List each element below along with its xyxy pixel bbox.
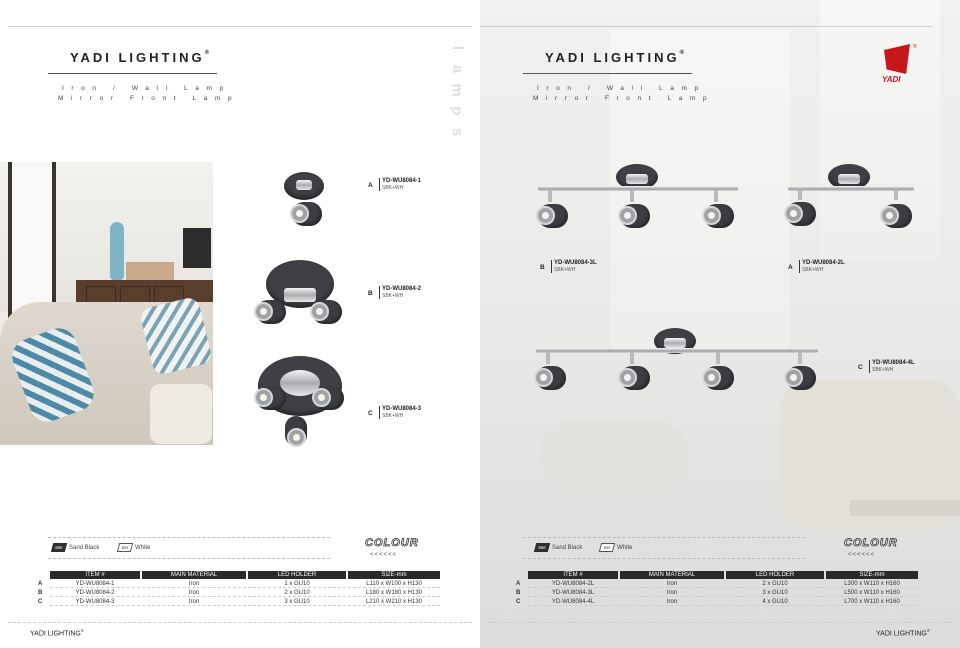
- brand-underline: [48, 73, 217, 74]
- top-divider: [480, 26, 932, 27]
- table-row: [516, 589, 918, 597]
- product-code: YD-WU8084-3L: [554, 260, 597, 266]
- swatch-white: [118, 543, 150, 552]
- table-cell: YD-WU8084-4L: [528, 598, 618, 606]
- product-letter: A: [368, 182, 373, 189]
- product-letter: B: [540, 264, 545, 271]
- watermark-letter: l: [448, 45, 466, 51]
- colour-row-divider: [523, 558, 805, 559]
- lamp-chrome-joint: [626, 174, 648, 184]
- product-code: YD-WU8084-2: [382, 286, 422, 292]
- bottom-divider-right: [488, 622, 952, 623]
- product-code: YD-WU8084-3: [382, 406, 422, 412]
- lamp-spot-head: [704, 204, 734, 228]
- product-finish: SBK+WH: [382, 185, 404, 191]
- label-divider: [379, 286, 380, 299]
- swatch-chip: WH: [117, 543, 133, 552]
- lamp-spot-head: [292, 202, 322, 226]
- product-finish: SBK+WH: [382, 293, 404, 299]
- table-cell: Iron: [142, 580, 246, 588]
- lamp-spot-head: [312, 300, 342, 324]
- lamp-image-yd-wu8084-3l: [534, 164, 742, 234]
- table-row: [516, 580, 918, 588]
- lamp-spot-head: [538, 204, 568, 228]
- table-cell: YD-WU8084-3L: [528, 589, 618, 597]
- table-cell: 2 x GU10: [248, 589, 346, 597]
- table-cell: B: [38, 590, 43, 596]
- label-divider: [869, 360, 870, 373]
- label-divider: [379, 178, 380, 191]
- label-divider: [551, 260, 552, 273]
- watermark-letter: s: [449, 127, 466, 137]
- table-header-cell: ITEM #: [50, 571, 140, 579]
- table-cell: YD-WU8084-3: [50, 598, 140, 606]
- swatch-label: Sand Black: [69, 544, 100, 551]
- watermark-letter: p: [448, 106, 466, 116]
- lamp-chrome-joint: [296, 180, 312, 190]
- colour-row-divider: [48, 558, 330, 559]
- table-cell: 2 x GU10: [726, 580, 824, 588]
- table-cell: Iron: [620, 580, 724, 588]
- swatch-white: [600, 543, 632, 552]
- table-header-cell: LED HOLDER: [726, 571, 824, 579]
- brand-title-right: YADI LIGHTING®: [545, 50, 685, 65]
- yadi-logo-text: YADI: [882, 75, 901, 84]
- room-pillow-cream: [150, 384, 212, 444]
- spec-table-right: [514, 570, 920, 607]
- product-letter: A: [788, 264, 793, 271]
- table-cell: L180 x W180 x H130: [348, 589, 440, 597]
- product-code: YD-WU8084-2L: [802, 260, 845, 266]
- lamp-spot-head: [620, 366, 650, 390]
- product-finish: SBK+WH: [382, 413, 404, 419]
- lamp-image-yd-wu8084-1: [280, 170, 330, 232]
- product-finish: SBK+WH: [554, 267, 576, 273]
- swatch-label: Sand Black: [552, 544, 583, 551]
- colour-row-divider: [523, 537, 805, 538]
- lamp-spot-head: [704, 366, 734, 390]
- yadi-logo: [880, 44, 917, 88]
- label-divider: [379, 406, 380, 419]
- yadi-logo-reg: ®: [913, 44, 917, 50]
- table-row: [516, 598, 918, 606]
- footer-brand: YADI LIGHTING®: [30, 628, 84, 638]
- lamp-stem: [798, 190, 802, 200]
- subtitle-line-1-right: Iron / Wall Lamp: [537, 85, 706, 92]
- colour-heading-right: COLOUR: [844, 537, 898, 549]
- top-divider: [8, 26, 472, 27]
- table-header-cell: ITEM #: [528, 571, 618, 579]
- lamp-chrome-joint: [284, 288, 316, 302]
- swatch-sand-black: [52, 543, 99, 552]
- lamp-spot-head: [256, 386, 286, 410]
- colour-arrows-right: <<<<<<: [848, 552, 876, 558]
- lamp-image-yd-wu8084-3: [254, 354, 348, 448]
- lamp-spot-head: [536, 366, 566, 390]
- table-header-cell: SIZE-mm: [826, 571, 918, 579]
- table-cell: Iron: [142, 589, 246, 597]
- lamp-chrome-joint: [664, 338, 686, 348]
- table-cell: YD-WU8084-1: [50, 580, 140, 588]
- spec-table-left: [36, 570, 442, 607]
- table-cell: YD-WU8084-2: [50, 589, 140, 597]
- table-header-spacer: [38, 571, 48, 579]
- colour-heading: COLOUR: [365, 537, 419, 549]
- product-code: YD-WU8084-4L: [872, 360, 915, 366]
- brand-underline-right: [523, 73, 692, 74]
- product-code: YD-WU8084-1: [382, 178, 422, 184]
- table-cell: L210 x W210 x H130: [348, 598, 440, 606]
- table-cell: Iron: [620, 598, 724, 606]
- lamp-spot-head: [256, 300, 286, 324]
- table-cell: Iron: [620, 589, 724, 597]
- table-cell: Iron: [142, 598, 246, 606]
- brand-title: YADI LIGHTING®: [70, 50, 210, 65]
- product-letter: C: [858, 364, 863, 371]
- table-cell: L110 x W100 x H130: [348, 580, 440, 588]
- lamp-stem: [630, 190, 634, 202]
- subtitle-line-1: Iron / Wall Lamp: [62, 85, 231, 92]
- lamp-stem: [548, 190, 552, 202]
- lamp-stem: [546, 352, 550, 364]
- table-cell: A: [516, 581, 521, 587]
- lamp-spot-head: [882, 204, 912, 228]
- watermark-letter: m: [449, 83, 466, 97]
- product-finish: SBK+WH: [872, 367, 894, 373]
- lamp-stem: [630, 352, 634, 364]
- lamp-stem: [894, 190, 898, 200]
- table-cell: C: [516, 599, 521, 605]
- swatch-chip: WH: [599, 543, 615, 552]
- footer-brand-right: YADI LIGHTING®: [876, 628, 930, 638]
- bottom-divider: [8, 622, 472, 623]
- lamp-spot-head: [620, 204, 650, 228]
- table-header-spacer: [516, 571, 526, 579]
- table-cell: L700 x W110 x H160: [826, 598, 918, 606]
- table-cell: B: [516, 590, 521, 596]
- lamp-spot-head: [285, 416, 307, 446]
- table-cell: L300 x W110 x H160: [826, 580, 918, 588]
- swatch-label: White: [617, 544, 633, 551]
- swatch-label: White: [135, 544, 151, 551]
- subtitle-line-2: Mirror Front Lamp: [58, 95, 240, 102]
- vertical-watermark-word: [450, 40, 464, 140]
- product-letter: B: [368, 290, 373, 297]
- table-header-cell: MAIN MATERIAL: [620, 571, 724, 579]
- table-cell: 4 x GU10: [726, 598, 824, 606]
- table-header-row: [38, 571, 440, 579]
- colour-arrows: <<<<<<: [370, 552, 398, 558]
- subtitle-line-2-right: Mirror Front Lamp: [533, 95, 715, 102]
- lamp-chrome-joint: [838, 174, 860, 184]
- label-divider: [799, 260, 800, 273]
- swatch-sand-black: [535, 543, 582, 552]
- lamp-stem: [714, 190, 718, 202]
- table-header-row: [516, 571, 918, 579]
- table-cell: 3 x GU10: [248, 598, 346, 606]
- lamp-spot-head: [786, 366, 816, 390]
- table-cell: L500 x W110 x H160: [826, 589, 918, 597]
- lamp-stem: [798, 352, 802, 364]
- lamp-image-yd-wu8084-2l: [784, 164, 916, 234]
- lamp-stem: [716, 352, 720, 364]
- table-cell: YD-WU8084-2L: [528, 580, 618, 588]
- swatch-chip: SBK: [51, 543, 67, 552]
- colour-row-divider: [48, 537, 330, 538]
- table-cell: 1 x GU10: [248, 580, 346, 588]
- background-chair: [540, 420, 690, 490]
- lamp-chrome-bar: [536, 348, 818, 353]
- table-cell: A: [38, 581, 43, 587]
- lamp-spot-head: [314, 386, 344, 410]
- table-header-cell: SIZE-mm: [348, 571, 440, 579]
- watermark-letter: a: [449, 64, 466, 74]
- room-tv: [183, 228, 211, 268]
- table-header-cell: MAIN MATERIAL: [142, 571, 246, 579]
- swatch-chip: SBK: [534, 543, 550, 552]
- lamp-spot-head: [786, 202, 816, 226]
- room-books: [126, 262, 174, 280]
- room-vase: [110, 222, 124, 280]
- living-room-photo: [0, 162, 213, 445]
- table-row: [38, 580, 440, 588]
- table-row: [38, 589, 440, 597]
- table-cell: C: [38, 599, 43, 605]
- table-cell: 3 x GU10: [726, 589, 824, 597]
- table-header-cell: LED HOLDER: [248, 571, 346, 579]
- lamp-image-yd-wu8084-2: [254, 258, 346, 330]
- product-letter: C: [368, 410, 373, 417]
- background-side-table: [850, 500, 960, 516]
- yadi-logo-icon: [884, 44, 910, 74]
- lamp-image-yd-wu8084-4l: [532, 328, 822, 398]
- table-row: [38, 598, 440, 606]
- product-finish: SBK+WH: [802, 267, 824, 273]
- lamp-chrome-bar: [538, 186, 738, 191]
